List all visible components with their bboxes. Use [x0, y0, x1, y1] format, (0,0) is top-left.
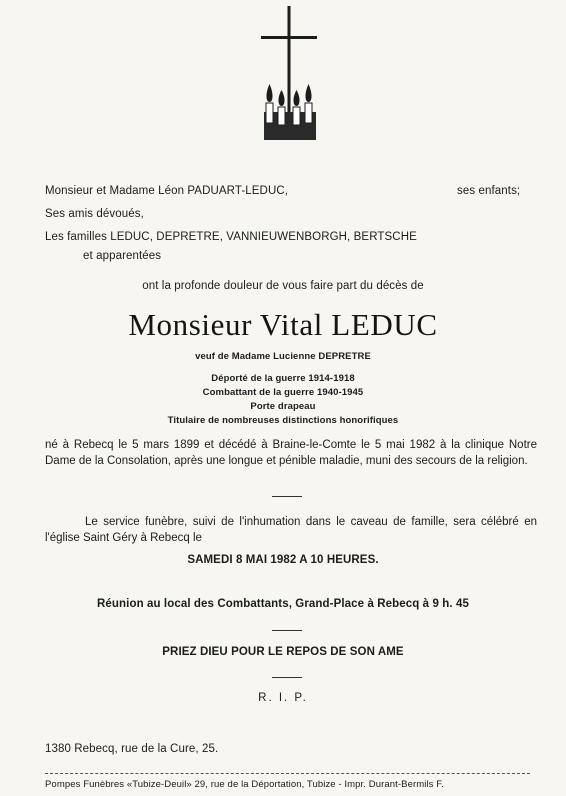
mourner-parents: Monsieur et Madame Léon PADUART-LEDUC, — [45, 185, 289, 197]
divider — [272, 496, 302, 497]
divider — [272, 677, 302, 678]
prayer-line: PRIEZ DIEU POUR LE REPOS DE SON AME — [162, 646, 404, 658]
reunion-line: Réunion au local des Combattants, Grand-Place à Rebecq à 9 h. 45 — [97, 598, 469, 610]
mourner-relation: ses enfants; — [457, 185, 521, 197]
service-date: SAMEDI 8 MAI 1982 A 10 HEURES. — [187, 554, 379, 566]
distinction-flag-bearer: Porte drapeau — [250, 401, 316, 412]
mourner-families: Les familles LEDUC, DEPRETRE, VANNIEUWENBORGH, BERTSCHE — [45, 231, 417, 243]
biography-paragraph: né à Rebecq le 5 mars 1899 et décédé à Braine-le-Comte le 5 mai 1982 à la clinique Notre Dame de la Consolation, après une longue et pénible maladie, muni des secours de la religion. — [45, 439, 537, 467]
distinction-combatant: Combattant de la guerre 1940-1945 — [202, 387, 364, 398]
widower-line: veuf de Madame Lucienne DEPRETRE — [195, 351, 371, 362]
announcement: ont la profonde douleur de vous faire part du décès de — [142, 280, 424, 292]
footer-divider — [45, 773, 530, 774]
divider — [272, 630, 302, 631]
mourner-families-cont: et apparentées — [83, 250, 162, 262]
distinction-deported: Déporté de la guerre 1914-1918 — [211, 373, 355, 384]
printer-credit: Pompes Funèbres «Tubize-Deuil» 29, rue de la Déportation, Tubize - Impr. Durant-Bermils F. — [45, 779, 444, 790]
rip-line: R. I. P. — [258, 692, 308, 704]
distinction-honors: Titulaire de nombreuses distinctions honorifiques — [167, 415, 399, 426]
family-address: 1380 Rebecq, rue de la Cure, 25. — [45, 743, 219, 755]
cross-and-candles-icon — [255, 4, 325, 142]
deceased-name: Monsieur Vital LEDUC — [128, 307, 438, 342]
mourner-friends: Ses amis dévoués, — [45, 208, 144, 220]
service-paragraph: Le service funèbre, suivi de l'inhumation dans le caveau de famille, sera célébré en l'église Saint Géry à Rebecq le — [45, 516, 537, 544]
